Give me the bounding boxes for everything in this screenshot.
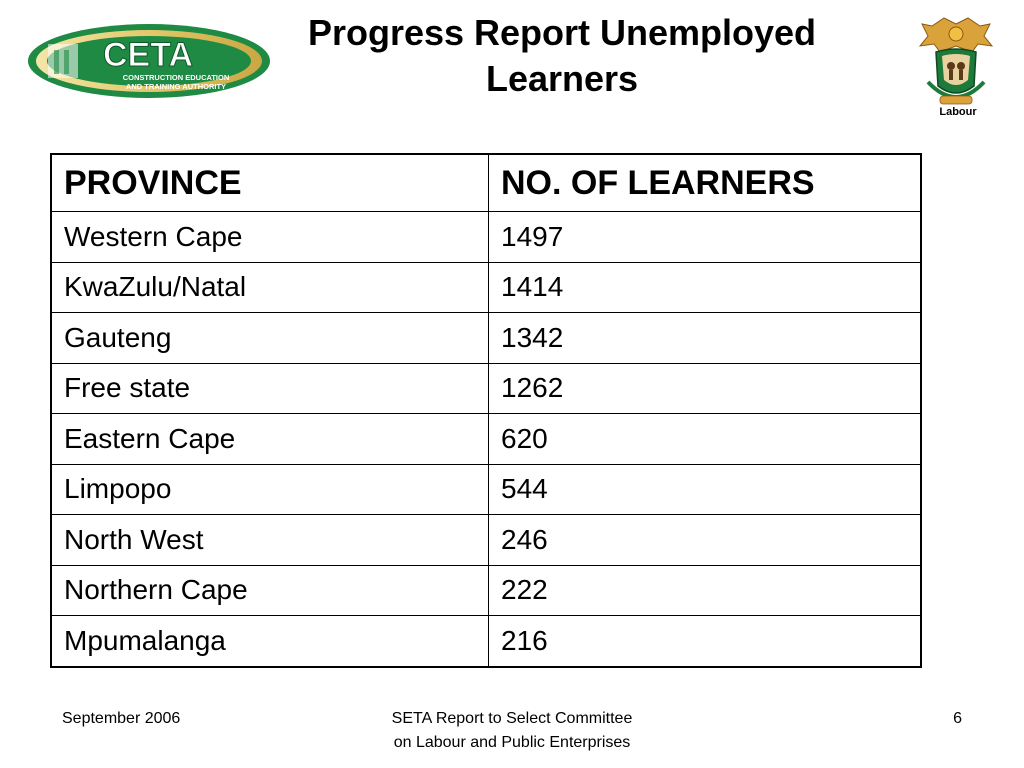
province-cell: Gauteng: [51, 313, 489, 364]
ceta-logo-subtitle-1: CONSTRUCTION EDUCATION: [122, 73, 230, 82]
learners-cell: 222: [489, 565, 922, 616]
table-row: [51, 363, 921, 414]
province-cell: Limpopo: [51, 464, 489, 515]
table-row: [51, 313, 921, 364]
ceta-logo-subtitle-2: AND TRAINING AUTHORITY: [125, 82, 227, 91]
learners-cell: 1262: [489, 363, 922, 414]
province-cell: Free state: [51, 363, 489, 414]
emblem-label: Labour: [939, 106, 977, 118]
ceta-logo-wordmark: CETA: [102, 36, 194, 74]
province-cell: Western Cape: [51, 212, 489, 263]
learners-table: [50, 153, 922, 668]
footer-title-line-1: SETA Report to Select Committee: [391, 710, 633, 727]
page-number: 6: [953, 710, 962, 727]
learners-cell: 216: [489, 616, 922, 667]
province-cell: KwaZulu/Natal: [51, 262, 489, 313]
province-cell: Mpumalanga: [51, 616, 489, 667]
province-cell: North West: [51, 515, 489, 566]
footer-date: September 2006: [62, 710, 181, 727]
page-title-line-2: Learners: [485, 58, 639, 99]
table-row: [51, 414, 921, 465]
province-cell: Eastern Cape: [51, 414, 489, 465]
province-cell: Northern Cape: [51, 565, 489, 616]
learners-cell: 1414: [489, 262, 922, 313]
table-row: [51, 212, 921, 263]
table-row: [51, 616, 921, 667]
ceta-logo: [26, 22, 272, 100]
column-header-learners: NO. OF LEARNERS: [489, 154, 922, 212]
page-title: [262, 10, 862, 102]
learners-cell: 1497: [489, 212, 922, 263]
table-row: [51, 565, 921, 616]
column-header-province: PROVINCE: [51, 154, 489, 212]
table-row: [51, 515, 921, 566]
learners-cell: 1342: [489, 313, 922, 364]
learners-cell: 620: [489, 414, 922, 465]
footer-title-line-2: on Labour and Public Enterprises: [393, 734, 631, 751]
page-title-line-1: Progress Report Unemployed: [307, 12, 817, 53]
table-header-row: [51, 154, 921, 212]
footer-title: [312, 707, 712, 755]
learners-cell: 544: [489, 464, 922, 515]
table-row: [51, 262, 921, 313]
learners-cell: 246: [489, 515, 922, 566]
table-row: [51, 464, 921, 515]
